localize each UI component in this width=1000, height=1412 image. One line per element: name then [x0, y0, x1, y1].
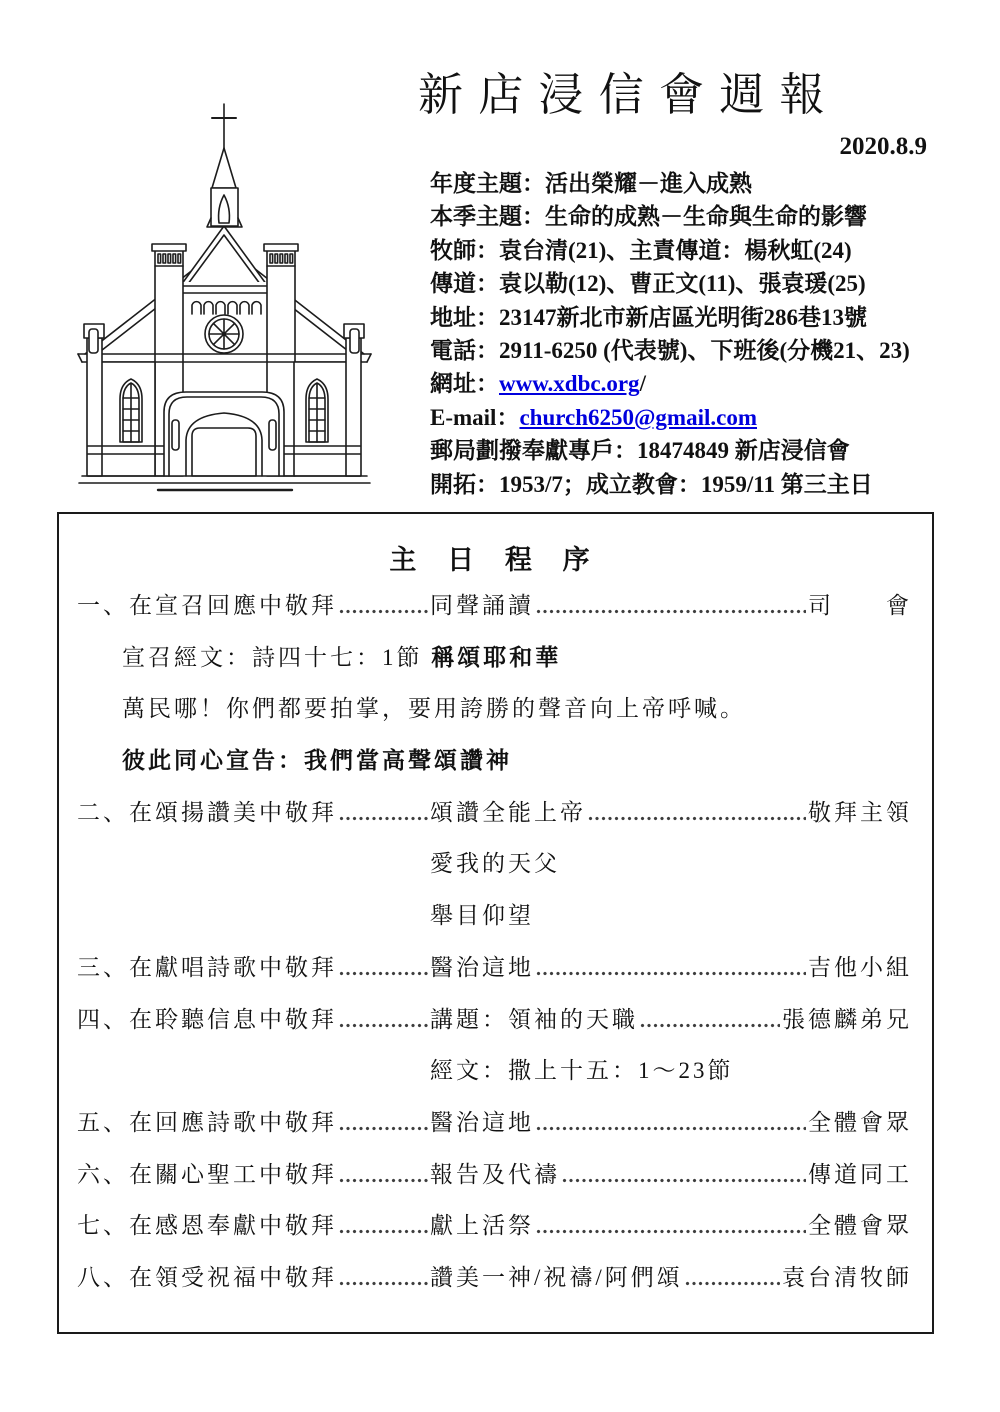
dotted-leader — [588, 814, 806, 823]
email-label: E-mail： — [430, 404, 520, 430]
program-item-label: 一、在宣召回應中敬拜 — [77, 593, 337, 618]
info-line-ministers: 傳道：袁以勒(12)、曹正文(11)、張袁瑗(25) — [430, 271, 866, 297]
issue-date: 2020.8.9 — [839, 133, 927, 160]
sermon-scripture-line — [77, 1056, 912, 1108]
program-row-5 — [77, 1108, 912, 1160]
dotted-leader — [536, 607, 806, 616]
declaration-line — [77, 746, 912, 798]
sermon-scripture: 經文：撒上十五：1～23節 — [430, 1058, 734, 1084]
program-row-8 — [77, 1263, 912, 1315]
call-scripture-text-line — [77, 694, 912, 746]
program-item-content: 頌讚全能上帝 — [430, 799, 586, 825]
dotted-leader — [640, 1021, 780, 1030]
dotted-leader — [536, 1227, 806, 1236]
program-item-content: 讚美一神/祝禱/阿們頌 — [430, 1264, 683, 1290]
praise-song-2: 愛我的天父 — [430, 851, 560, 877]
program-body — [59, 591, 932, 1315]
program-row-4 — [77, 1005, 912, 1057]
dotted-leader — [339, 814, 428, 823]
call-scripture-ref: 宣召經文：詩四十七：1節 — [122, 644, 432, 670]
email-link[interactable]: church6250@gmail.com — [519, 404, 757, 430]
call-scripture-line — [77, 643, 912, 695]
praise-song-line-2 — [77, 849, 912, 901]
program-item-content: 獻上活祭 — [430, 1213, 534, 1239]
info-line-quarter-theme: 本季主題：生命的成熟－生命與生命的影響 — [430, 204, 867, 230]
program-item-person: 全體會眾 — [808, 1109, 912, 1135]
info-line-postal: 郵局劃撥奉獻專戶：18474849 新店浸信會 — [430, 438, 850, 464]
church-info-block — [430, 167, 945, 501]
program-item-label: 八、在領受祝福中敬拜 — [77, 1264, 337, 1290]
program-item-content: 同聲誦讀 — [430, 593, 534, 618]
program-row-6 — [77, 1160, 912, 1212]
call-scripture-title: 稱頌耶和華 — [431, 644, 562, 670]
program-item-person: 全體會眾 — [808, 1213, 912, 1239]
program-item-person: 司 會 — [808, 593, 912, 618]
program-row-7 — [77, 1211, 912, 1263]
program-item-content: 報告及代禱 — [430, 1161, 560, 1187]
church-illustration — [58, 96, 398, 516]
info-line-address: 地址：23147新北市新店區光明街286巷13號 — [430, 304, 867, 330]
program-heading: 主 日 程 序 — [389, 545, 602, 575]
program-item-content: 醫治這地 — [430, 954, 534, 980]
dotted-leader — [536, 1124, 806, 1133]
program-item-label: 二、在頌揚讚美中敬拜 — [77, 799, 337, 825]
program-item-label: 三、在獻唱詩歌中敬拜 — [77, 954, 337, 980]
sunday-program-section — [57, 512, 934, 1334]
program-row-1 — [77, 591, 912, 643]
website-link[interactable]: www.xdbc.org — [499, 371, 640, 397]
program-item-person: 吉他小組 — [808, 954, 912, 980]
praise-song-3: 舉目仰望 — [430, 903, 534, 929]
program-item-person: 敬拜主領 — [808, 799, 912, 825]
info-line-phone: 電話：2911-6250 (代表號)、下班後(分機21、23) — [430, 337, 910, 363]
info-line-website — [430, 367, 945, 400]
program-item-content: 講題：領袖的天職 — [430, 1006, 638, 1032]
dotted-leader — [339, 1227, 428, 1236]
info-line-annual-theme: 年度主題：活出榮耀－進入成熟 — [430, 171, 752, 196]
program-item-label: 六、在關心聖工中敬拜 — [77, 1161, 337, 1187]
program-row-3 — [77, 953, 912, 1005]
website-label: 網址： — [430, 371, 499, 397]
program-item-person: 袁台清牧師 — [782, 1264, 912, 1290]
dotted-leader — [339, 1176, 428, 1185]
info-line-pastor: 牧師：袁台清(21)、主責傳道：楊秋虹(24) — [430, 237, 852, 263]
program-item-person: 傳道同工 — [808, 1161, 912, 1187]
dotted-leader — [339, 1124, 428, 1133]
program-item-content: 醫治這地 — [430, 1109, 534, 1135]
dotted-leader — [339, 1279, 428, 1288]
page-title: 新 店 浸 信 會 週 報 — [418, 70, 827, 120]
dotted-leader — [536, 969, 806, 978]
praise-song-line-3 — [77, 901, 912, 953]
call-scripture-text: 萬民哪！你們都要拍掌，要用誇勝的聲音向上帝呼喊。 — [122, 696, 746, 722]
website-suffix: / — [639, 371, 646, 397]
program-item-label: 五、在回應詩歌中敬拜 — [77, 1109, 337, 1135]
dotted-leader — [685, 1279, 780, 1288]
program-item-label: 四、在聆聽信息中敬拜 — [77, 1006, 337, 1032]
dotted-leader — [339, 1021, 428, 1030]
dotted-leader — [562, 1176, 806, 1185]
info-line-founding: 開拓：1953/7；成立教會：1959/11 第三主日 — [430, 471, 873, 497]
info-line-email — [430, 401, 945, 434]
declaration-text: 彼此同心宣告：我們當高聲頌讚神 — [122, 748, 512, 774]
program-row-2 — [77, 798, 912, 850]
dotted-leader — [339, 969, 428, 978]
program-item-person: 張德麟弟兄 — [782, 1006, 912, 1032]
program-item-label: 七、在感恩奉獻中敬拜 — [77, 1213, 337, 1239]
dotted-leader — [339, 607, 428, 616]
